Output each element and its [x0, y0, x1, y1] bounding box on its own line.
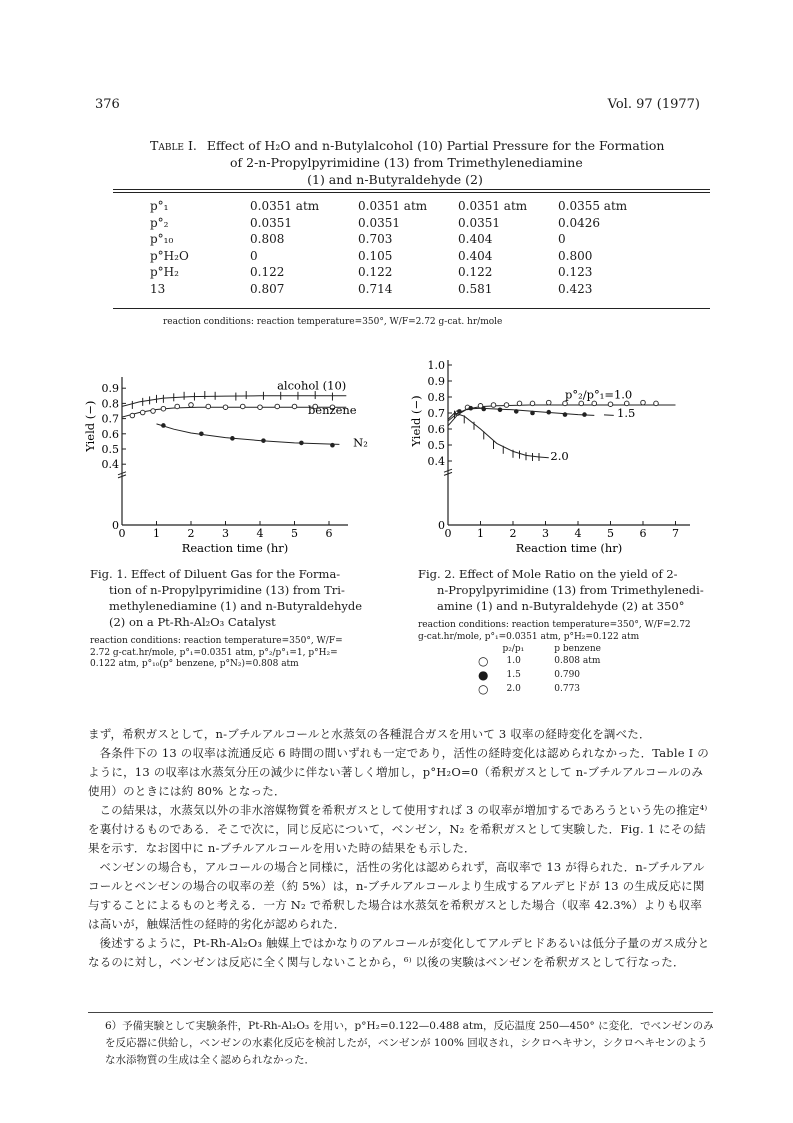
data-point	[546, 400, 551, 405]
table-rule	[113, 308, 710, 309]
figure-2-legend-table	[478, 643, 607, 696]
series-line	[157, 424, 340, 445]
data-point	[299, 441, 304, 446]
data-point	[468, 406, 473, 411]
legend-ratio: 1.5	[506, 670, 521, 680]
table-row	[150, 248, 638, 265]
body-text	[88, 725, 713, 972]
data-point	[563, 401, 568, 406]
data-point	[275, 404, 280, 409]
table-row	[150, 264, 638, 281]
row-label: p°H₂	[150, 265, 179, 280]
table-cell: 0.122	[358, 265, 393, 280]
table-cell: 0.0351	[250, 215, 292, 230]
x-tick-label: 2	[509, 527, 517, 540]
x-tick-label: 4	[574, 527, 582, 540]
data-point	[161, 423, 166, 428]
table-cell: 0.0355 atm	[558, 199, 628, 214]
legend-marker: ●	[478, 668, 489, 682]
data-point	[592, 401, 597, 406]
x-tick-label: 5	[607, 527, 614, 540]
caption-line: Fig. 2. Effect of Mole Ratio on the yield of 2-	[418, 567, 678, 581]
row-label: p°₂	[150, 215, 169, 230]
y-tick-label: 0.7	[101, 412, 119, 426]
data-point	[457, 409, 462, 414]
y-tick-label: 1.0	[427, 359, 445, 372]
journal-volume: Vol. 97 (1977)	[607, 97, 700, 112]
y-tick-label: 0.9	[101, 382, 119, 396]
data-point	[140, 410, 145, 415]
figure-1-chart	[78, 370, 378, 565]
y-axis-label: Yield (−)	[83, 400, 97, 452]
data-point	[546, 410, 551, 415]
series-label: alcohol (10)	[277, 378, 347, 393]
caption-line: methylenediamine (1) and n-Butyraldehyde	[109, 599, 363, 613]
table-cell: 0.800	[558, 248, 593, 263]
table1-label: Table I.	[150, 138, 197, 153]
table-cell: 0.807	[250, 281, 285, 296]
table-cell: 0.123	[558, 265, 593, 280]
x-tick-label: 5	[291, 527, 298, 540]
x-tick-label: 7	[672, 527, 679, 540]
data-point	[240, 404, 245, 409]
table-cell: 0	[558, 232, 566, 247]
table-rule	[113, 189, 710, 190]
legend-benzene: 0.790	[554, 670, 581, 680]
legend-marker: ○	[478, 654, 489, 668]
conditions-line: reaction conditions: reaction temperature=350°, W/F=2.72	[418, 620, 691, 630]
x-tick-label: 6	[325, 527, 333, 540]
conditions-line: 0.122 atm, p°₁₀(p° benzene, p°N₂)=0.808 atm	[90, 659, 299, 669]
series-label: p°₂/p°₁=1.0	[565, 387, 633, 402]
data-point	[517, 401, 522, 406]
data-point	[206, 404, 211, 409]
data-point	[504, 403, 509, 408]
table-row	[150, 231, 638, 248]
data-point	[189, 403, 194, 408]
legend-row	[478, 668, 607, 682]
footnote-6: 6）予備実験として実験条件，Pt-Rh-Al₂O₃ を用い，p°H₂=0.122—0.488 atm，反応温度 250—450° に変化．でベンゼンのみを反応器に供給し，ベンゼンの水素化反応を検討したが，ベンゼンが 100% 回収され，シクロヘキサン，シクロヘキセンのような水添物質の生成は全く認められなかった．	[105, 1020, 714, 1066]
data-point	[579, 401, 584, 406]
table-cell: 0.703	[358, 232, 393, 247]
y-tick-label: 0.5	[101, 443, 119, 456]
legend-benzene: 0.773	[554, 684, 581, 694]
caption-line: Fig. 1. Effect of Diluent Gas for the Forma-	[90, 567, 341, 581]
data-point	[530, 401, 535, 406]
legend-marker: ○	[478, 682, 489, 696]
data-point	[292, 404, 297, 409]
y-tick-label: 0.6	[427, 423, 445, 436]
table-cell: 0.404	[458, 232, 493, 247]
table1-caption	[150, 137, 670, 188]
page-number: 376	[95, 97, 120, 112]
table-cell: 0.404	[458, 248, 493, 263]
data-point	[481, 407, 486, 412]
data-point	[175, 404, 180, 409]
caption-line: amine (1) and n-Butyraldehyde (2) at 350°	[437, 599, 685, 613]
row-label: p°₁₀	[150, 232, 174, 247]
table-cell: 0.0351 atm	[458, 199, 528, 214]
x-tick-label: 0	[444, 527, 452, 540]
series-label: 1.5	[617, 406, 636, 420]
y-tick-label: 0.6	[101, 427, 119, 441]
table-cell: 0.714	[358, 281, 393, 296]
table-cell: 0.423	[558, 281, 593, 296]
x-tick-label: 4	[256, 527, 264, 540]
y-tick-label: 0.4	[427, 455, 445, 468]
figure-2-caption	[418, 566, 718, 614]
data-point	[491, 403, 496, 408]
figure-2-conditions	[418, 620, 718, 643]
data-point	[641, 400, 646, 405]
data-point	[199, 432, 204, 437]
body-paragraph: まず，希釈ガスとして，n-ブチルアルコールと水蒸気の各種混合ガスを用いて 3 収率の経時変化を調べた．	[88, 727, 651, 741]
x-axis-label: Reaction time (hr)	[181, 541, 289, 555]
legend-benzene: 0.808 atm	[554, 656, 601, 666]
table-cell: 0.0351	[458, 215, 500, 230]
table-row	[150, 198, 638, 215]
body-paragraph: 後述するように，Pt-Rh-Al₂O₃ 触媒上ではかなりのアルコールが変化してアルデヒドあるいは低分子量のガス成分となるのに対し，ベンゼンは反応に全く関与しないことから，⁶⁾ 以後の実験はベンゼンを希釈ガスとして行なった．	[88, 936, 710, 969]
y-tick-label: 0.4	[101, 458, 119, 472]
table-row	[150, 215, 638, 232]
body-paragraph: この結果は，水蒸気以外の非水溶媒物質を希釈ガスとして使用すれば 3 の収率が増加するであろうという先の推定⁴⁾を裏付けるものである．そこで次に，同じ反応について，ベンゼン，N₂ を希釈ガスとして実験した．Fig. 1 にその結果を示す．なお図中に n-ブチルアルコールを用いた時の結果をも示した．	[88, 803, 708, 855]
table-rule	[113, 192, 710, 193]
data-point	[608, 402, 613, 407]
body-paragraph: 各条件下の 13 の収率は流通反応 6 時間の間いずれも一定であり，活性の経時変化は認められなかった．Table I のように，13 の収率は水蒸気分圧の減少に伴ない著しく増加し，p°H₂O=0（希釈ガスとして n-ブチルアルコールのみ使用）のときには約 80% となった．	[88, 746, 709, 798]
row-label: 13	[150, 281, 166, 296]
y-tick-label: 0.9	[427, 375, 445, 388]
caption-line: tion of n-Propylpyrimidine (13) from Tri-	[109, 583, 345, 597]
data-point	[223, 405, 228, 410]
data-point	[654, 401, 659, 406]
table-cell: 0.808	[250, 232, 285, 247]
table-cell: 0	[250, 248, 258, 263]
conditions-line: reaction conditions: reaction temperature=350°, W/F=	[90, 636, 343, 646]
y-tick-label: 0.5	[427, 439, 445, 452]
conditions-line: g-cat.hr/mole, p°₁=0.0351 atm, p°H₂=0.122 atm	[418, 631, 640, 642]
table-cell: 0.581	[458, 281, 493, 296]
data-point	[582, 412, 587, 417]
footnote-rule	[88, 1012, 713, 1013]
data-point	[130, 413, 135, 418]
y-tick-label: 0.8	[427, 391, 445, 404]
data-point	[261, 438, 266, 443]
table-cell: 0.0351	[358, 215, 400, 230]
body-paragraph: ベンゼンの場合も，アルコールの場合と同様に，活性の劣化は認められず，高収率で 13 が得られた．n-ブチルアルコールとベンゼンの場合の収率の差（約 5%）は，n-ブチルアルコールより生成するアルデヒドが 13 の生成反応に関与することによるものと考える．一方 N₂ で希釈した場合は水蒸気を希釈ガスとした場合（収率 42.3%）よりも収率は高いが，触媒活性の経時的劣化が認められた．	[88, 860, 705, 931]
figure-2-chart	[400, 350, 700, 565]
x-tick-label: 2	[187, 527, 195, 540]
y-tick-label: 0.8	[101, 397, 119, 411]
series-label: N₂	[353, 435, 368, 450]
series-line	[448, 413, 539, 457]
data-point	[330, 443, 335, 448]
table-cell: 0.0426	[558, 215, 600, 230]
table-cell: 0.122	[250, 265, 285, 280]
x-tick-label: 1	[477, 527, 484, 540]
figure-1-conditions	[90, 636, 390, 671]
table-row	[150, 281, 638, 298]
x-tick-label: 1	[153, 527, 160, 540]
legend-header: p benzene	[554, 643, 601, 654]
legend-header: p₂/p₁	[502, 643, 525, 654]
y-axis-label: Yield (−)	[409, 395, 423, 447]
table1-caption-line: Effect of H₂O and n-Butylalcohol (10) Partial Pressure for the Formation	[206, 138, 665, 153]
table-cell: 0.0351 atm	[250, 199, 320, 214]
table1-caption-line: (1) and n-Butyraldehyde (2)	[307, 172, 483, 187]
caption-line: (2) on a Pt-Rh-Al₂O₃ Catalyst	[109, 615, 276, 629]
data-point	[498, 408, 503, 413]
legend-ratio: 2.0	[506, 684, 521, 694]
caption-line: n-Propylpyrimidine (13) from Trimethylenedi-	[437, 583, 704, 597]
legend-ratio: 1.0	[506, 656, 521, 666]
x-tick-label: 3	[222, 527, 229, 540]
row-label: p°₁	[150, 199, 169, 214]
y-tick-label: 0	[112, 519, 119, 532]
table-cell: 0.105	[358, 248, 393, 263]
table1-caption-line: of 2-n-Propylpyrimidine (13) from Trimethylenediamine	[230, 155, 583, 170]
row-label: p°H₂O	[150, 248, 189, 263]
legend-row	[478, 654, 607, 668]
table-cell: 0.0351 atm	[358, 199, 428, 214]
data-point	[151, 409, 156, 414]
y-tick-label: 0.7	[427, 407, 445, 420]
conditions-line: 2.72 g-cat.hr/mole, p°₁=0.0351 atm, p°₂/p°₁=1, p°H₂=	[90, 647, 338, 658]
x-tick-label: 0	[118, 527, 126, 540]
x-axis-label: Reaction time (hr)	[515, 541, 623, 555]
series-label: benzene	[307, 403, 357, 418]
data-point	[258, 405, 263, 410]
data-point	[230, 436, 235, 441]
figure-1-caption	[90, 566, 390, 630]
table-cell: 0.122	[458, 265, 493, 280]
table1	[150, 198, 638, 297]
series-label: 2.0	[550, 449, 569, 464]
data-point	[161, 406, 166, 411]
legend-row	[478, 682, 607, 696]
data-point	[514, 409, 519, 414]
data-point	[563, 412, 568, 417]
y-tick-label: 0	[438, 519, 445, 532]
table1-footnote: reaction conditions: reaction temperature=350°, W/F=2.72 g-cat. hr/mole	[163, 317, 503, 327]
leader-line	[539, 457, 549, 458]
x-tick-label: 6	[639, 527, 647, 540]
data-point	[624, 401, 629, 406]
data-point	[530, 411, 535, 416]
x-tick-label: 3	[542, 527, 549, 540]
